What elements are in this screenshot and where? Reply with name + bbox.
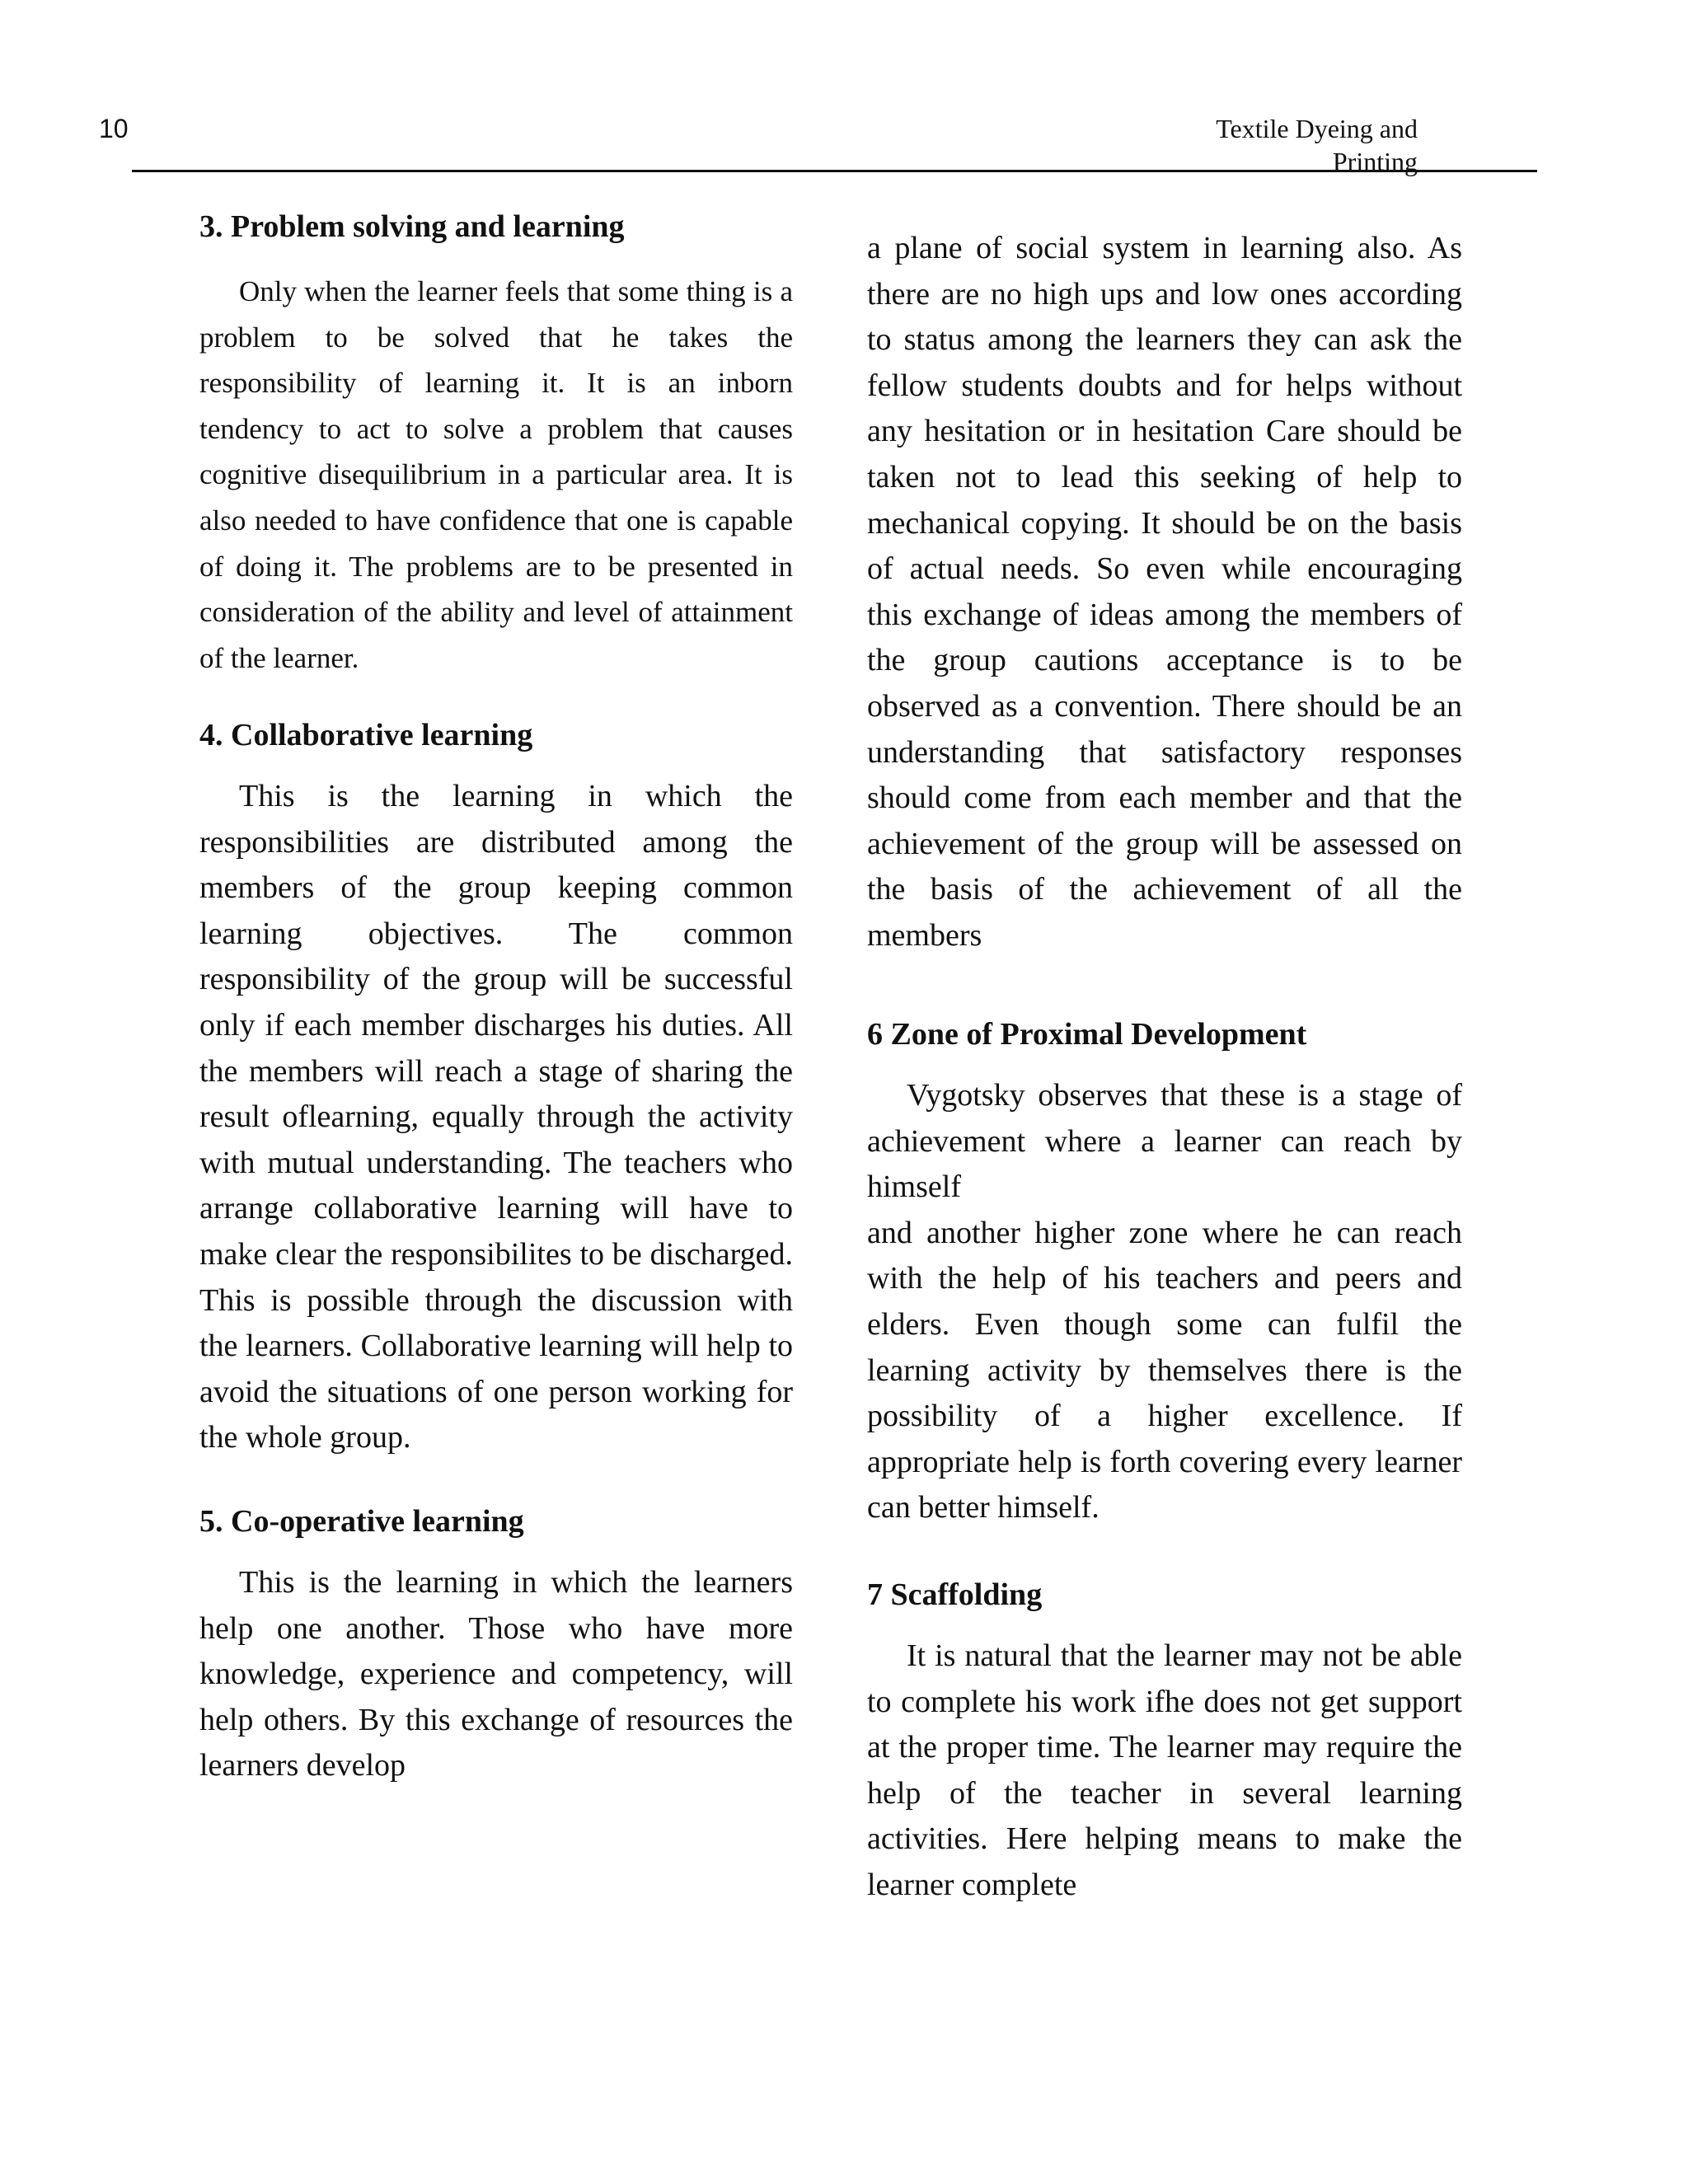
section-6 (867, 1015, 1462, 1531)
section-7 (867, 1575, 1462, 1909)
section-6-heading: 6 Zone of Proximal Development (867, 1017, 1307, 1052)
section-5 (199, 1502, 793, 1789)
section-5-heading: 5. Co-operative learning (199, 1504, 524, 1539)
section-6-body-part2: and another higher zone where he can reach with the help of his teachers and peers and elders. Even though some can fulfil the learning activity by themselves there is the possibility of a higher excellence. If appropriate help is forth covering every learner can better himself. (867, 1215, 1462, 1526)
section-3-body: Only when the learner feels that some thing is a problem to be solved that he takes the responsibility of learning it. It is an inborn tendency to act to solve a problem that causes cognitive disequilibrium in a particular area. It is also needed to have confidence that one is capable of doing it. The problems are to be presented in consideration of the ability and level of attainment of the learner. (199, 275, 793, 674)
continuation-body: a plane of social system in learning also. As there are no high ups and low ones according to status among the learners they can ask the fellow students doubts and for helps without any hesitation or in hesitation Care should be taken not to lead this seeking of help to mechanical copying. It should be on the basis of actual needs. So even while encouraging this exchange of ideas among the members of the group cautions acceptance is to be observed as a convention. There should be an understanding that satisfactory responses should come from each member and that the achievement of the group will be assessed on the basis of the achievement of all the members (867, 231, 1462, 953)
running-title: Textile Dyeing and Printing (1216, 114, 1418, 176)
section-6-body-part1: Vygotsky observes that these is a stage of achievement where a learner can reach by himself (867, 1078, 1462, 1205)
header-rule (132, 170, 1537, 172)
section-7-heading: 7 Scaffolding (867, 1577, 1043, 1612)
section-7-body: It is natural that the learner may not be able to complete his work ifhe does not get support at the proper time. The learner may require the help of the teacher in several learning activities. Here helping means to make the learner complete (867, 1638, 1462, 1902)
section-4-heading: 4. Collaborative learning (199, 718, 533, 752)
section-4-body: This is the learning in which the responsibilities are distributed among the members of the group keeping common learning objectives. The common responsibility of the group will be successful only if each member discharges his duties. All the members will reach a stage of sharing the result oflearning, equally through the activity with mutual understanding. The teachers who arrange collaborative learning will have to make clear the responsibilites to be discharged. This is possible through the discussion with the learners. Collaborative learning will help to avoid the situations of one person working for the whole group. (199, 779, 793, 1455)
section-3 (199, 207, 793, 681)
section-4 (199, 715, 793, 1461)
section-5-body: This is the learning in which the learners help one another. Those who have more knowledge, experience and competency, will help others. By this exchange of resources the learners develop (199, 1565, 793, 1783)
page-number: 10 (99, 114, 129, 143)
section-5-continuation (867, 226, 1462, 959)
section-3-heading: 3. Problem solving and learning (199, 209, 625, 244)
